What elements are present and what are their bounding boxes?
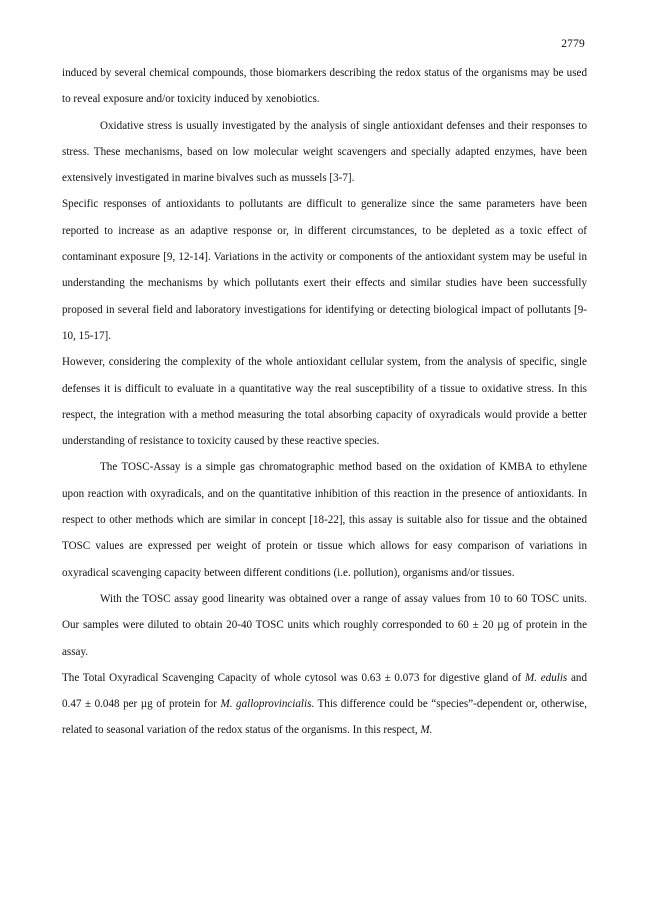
paragraph	[62, 665, 587, 744]
paragraph: However, considering the complexity of the whole antioxidant cellular system, from the analysis of specific, single defenses it is difficult to evaluate in a quantitative way the real susceptibility of a tissue to oxidative stress. In this respect, the integration with a method measuring the total absorbing capacity of oxyradicals would provide a better understanding of resistance to toxicity caused by these reactive species.	[62, 356, 587, 448]
text-run: The Total Oxyradical Scavenging Capacity of whole cytosol was 0.63 ± 0.073 for digestive gland of	[62, 671, 525, 684]
paragraph: The TOSC-Assay is a simple gas chromatographic method based on the oxidation of KMBA to ethylene upon reaction with oxyradicals, and on the quantitative inhibition of this reaction in the presence of antioxidants. In respect to other methods which are similar in concept [18-22], this assay is suitable also for tissue and the obtained TOSC values are expressed per weight of protein or tissue which allows for easy comparison of variations in oxyradical scavenging capacity between different conditions (i.e. pollution), organisms and/or tissues.	[62, 461, 587, 579]
text-run: . This difference could be “species”-dependent or, otherwise, related to seasonal variation of the redox status of the organisms. In this respect,	[62, 698, 587, 737]
species-name: M. edulis	[524, 671, 568, 684]
paragraph: Oxidative stress is usually investigated by the analysis of single antioxidant defenses and their responses to stress. These mechanisms, based on low molecular weight scavengers and specially adapted enzymes, have been extensively investigated in marine bivalves such as mussels [3-7].	[62, 119, 587, 185]
species-name: M. galloprovincialis	[220, 698, 312, 711]
paragraph: Specific responses of antioxidants to pollutants are difficult to generalize since the same parameters have been reported to increase as an adaptive response or, in different circumstances, to be depleted as a toxic effect of contaminant exposure [9, 12-14]. Variations in the activity or components of the antioxidant system may be useful in understanding the mechanisms by which pollutants exert their effects and similar studies have been successfully proposed in several field and laboratory investigations for identifying or detecting biological impact of pollutants [9-10, 15-17].	[62, 198, 587, 342]
page-number: 2779	[561, 38, 585, 50]
paragraph: With the TOSC assay good linearity was obtained over a range of assay values from 10 to 60 TOSC units. Our samples were diluted to obtain 20-40 TOSC units which roughly corresponded to 60 ± 20 µg of protein in the assay.	[62, 592, 587, 658]
text-run: and 0.47 ± 0.048 per µg of protein for	[62, 671, 587, 711]
paragraph: induced by several chemical compounds, those biomarkers describing the redox status of the organisms may be used to reveal exposure and/or toxicity induced by xenobiotics.	[62, 67, 587, 106]
body-text	[62, 60, 587, 744]
species-name: M.	[420, 724, 433, 737]
